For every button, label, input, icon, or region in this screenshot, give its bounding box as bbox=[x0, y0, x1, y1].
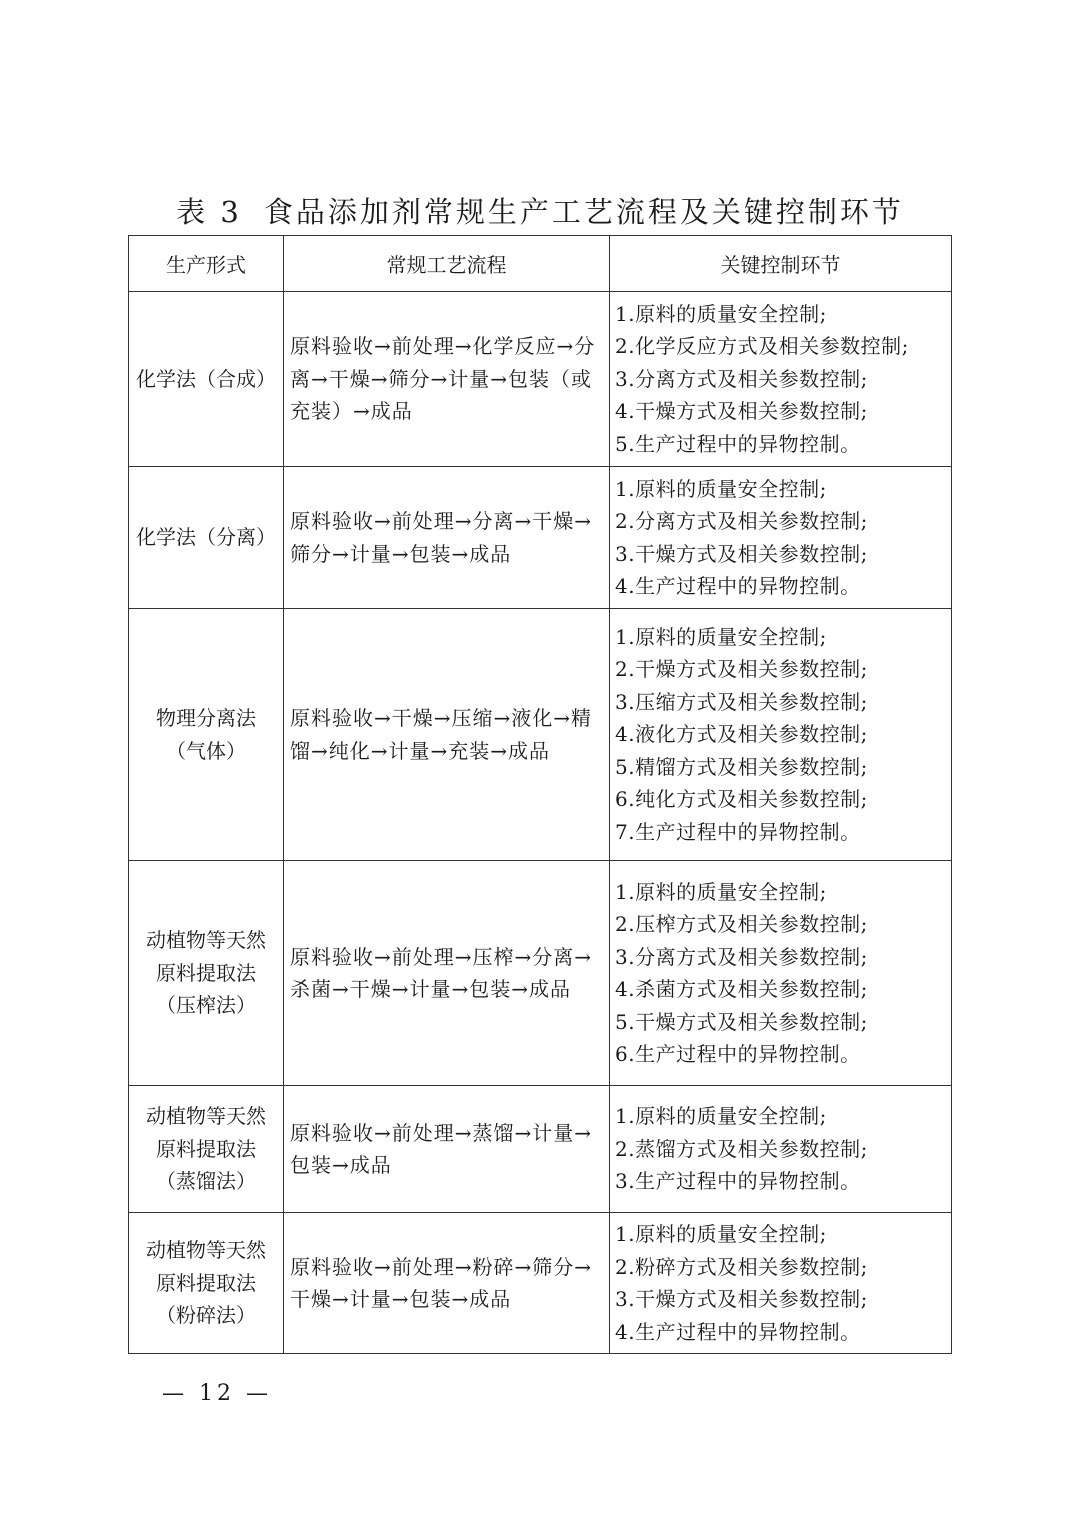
control-item: 1.原料的质量安全控制; bbox=[615, 476, 827, 501]
control-item: 6.生产过程中的异物控制。 bbox=[615, 1042, 861, 1066]
control-item: 6.纯化方式及相关参数控制; bbox=[615, 787, 868, 812]
table-label: 表 3 bbox=[176, 195, 242, 229]
process-flow-cell: 原料验收→干燥→压缩→液化→精馏→纯化→计量→充装→成品 bbox=[284, 609, 610, 861]
control-item: 5.生产过程中的异物控制。 bbox=[615, 431, 861, 456]
production-form-line: 物理分离法 bbox=[156, 706, 256, 730]
production-form-cell bbox=[129, 1213, 284, 1354]
table-row bbox=[129, 861, 952, 1086]
control-item: 2.蒸馏方式及相关参数控制; bbox=[615, 1136, 868, 1161]
production-form-cell bbox=[129, 292, 284, 467]
production-form-line: 化学法（合成） bbox=[136, 366, 276, 391]
production-form-cell bbox=[129, 609, 284, 861]
control-item: 3.生产过程中的异物控制。 bbox=[615, 1169, 861, 1194]
key-controls-cell bbox=[610, 1086, 952, 1213]
process-flow-cell: 原料验收→前处理→蒸馏→计量→包装→成品 bbox=[284, 1086, 610, 1213]
table-row bbox=[129, 609, 952, 861]
table-header-row bbox=[129, 236, 952, 292]
control-item: 3.干燥方式及相关参数控制; bbox=[615, 1287, 868, 1311]
control-item: 1.原料的质量安全控制; bbox=[615, 879, 827, 904]
control-item: 1.原料的质量安全控制; bbox=[615, 1222, 827, 1246]
production-form-cell bbox=[129, 467, 284, 609]
control-item: 1.原料的质量安全控制; bbox=[615, 1104, 827, 1129]
table-title-text: 食品添加剂常规生产工艺流程及关键控制环节 bbox=[263, 195, 904, 229]
process-table bbox=[128, 235, 952, 1354]
production-form-line: 动植物等天然 bbox=[146, 928, 266, 953]
table-row bbox=[129, 292, 952, 467]
control-item: 4.干燥方式及相关参数控制; bbox=[615, 399, 868, 424]
table-row bbox=[129, 467, 952, 609]
production-form-line: （气体） bbox=[166, 738, 246, 763]
header-production-form: 生产形式 bbox=[129, 236, 284, 292]
control-item: 5.干燥方式及相关参数控制; bbox=[615, 1009, 868, 1034]
control-item: 3.分离方式及相关参数控制; bbox=[615, 366, 868, 391]
production-form-cell bbox=[129, 861, 284, 1086]
control-item: 2.粉碎方式及相关参数控制; bbox=[615, 1254, 868, 1279]
control-item: 3.干燥方式及相关参数控制; bbox=[615, 541, 868, 566]
key-controls-cell bbox=[610, 467, 952, 609]
control-item: 2.压榨方式及相关参数控制; bbox=[615, 912, 868, 936]
process-flow-cell: 原料验收→前处理→分离→干燥→筛分→计量→包装→成品 bbox=[284, 467, 610, 609]
production-form-cell bbox=[129, 1086, 284, 1213]
production-form-line: 原料提取法 bbox=[156, 1136, 256, 1161]
key-controls-cell bbox=[610, 292, 952, 467]
page-number: — 12 — bbox=[162, 1381, 272, 1406]
production-form-line: 化学法（分离） bbox=[136, 525, 276, 550]
header-process-flow: 常规工艺流程 bbox=[284, 236, 610, 292]
control-item: 4.生产过程中的异物控制。 bbox=[615, 574, 861, 598]
control-item: 4.生产过程中的异物控制。 bbox=[615, 1319, 861, 1344]
process-flow-cell: 原料验收→前处理→粉碎→筛分→干燥→计量→包装→成品 bbox=[284, 1213, 610, 1354]
control-item: 2.分离方式及相关参数控制; bbox=[615, 509, 868, 533]
control-item: 3.压缩方式及相关参数控制; bbox=[615, 689, 868, 714]
control-item: 2.化学反应方式及相关参数控制; bbox=[615, 334, 909, 359]
production-form-line: 动植物等天然 bbox=[146, 1104, 266, 1129]
control-item: 3.分离方式及相关参数控制; bbox=[615, 944, 868, 969]
process-flow-cell: 原料验收→前处理→化学反应→分离→干燥→筛分→计量→包装（或充装）→成品 bbox=[284, 292, 610, 467]
production-form-line: （蒸馏法） bbox=[156, 1169, 256, 1194]
header-key-controls: 关键控制环节 bbox=[610, 236, 952, 292]
table-row bbox=[129, 1213, 952, 1354]
key-controls-cell bbox=[610, 609, 952, 861]
table-title bbox=[0, 190, 1080, 231]
table-row bbox=[129, 1086, 952, 1213]
production-form-line: 原料提取法 bbox=[156, 960, 256, 985]
control-item: 1.原料的质量安全控制; bbox=[615, 301, 827, 326]
production-form-line: （粉碎法） bbox=[156, 1303, 256, 1328]
process-flow-cell: 原料验收→前处理→压榨→分离→杀菌→干燥→计量→包装→成品 bbox=[284, 861, 610, 1086]
production-form-line: 原料提取法 bbox=[156, 1270, 256, 1295]
control-item: 5.精馏方式及相关参数控制; bbox=[615, 754, 868, 779]
production-form-line: 动植物等天然 bbox=[146, 1238, 266, 1263]
key-controls-cell bbox=[610, 861, 952, 1086]
key-controls-cell bbox=[610, 1213, 952, 1354]
control-item: 4.杀菌方式及相关参数控制; bbox=[615, 977, 868, 1001]
production-form-line: （压榨法） bbox=[156, 993, 256, 1018]
control-item: 1.原料的质量安全控制; bbox=[615, 624, 827, 649]
control-item: 7.生产过程中的异物控制。 bbox=[615, 819, 861, 844]
control-item: 4.液化方式及相关参数控制; bbox=[615, 722, 868, 747]
control-item: 2.干燥方式及相关参数控制; bbox=[615, 657, 868, 682]
